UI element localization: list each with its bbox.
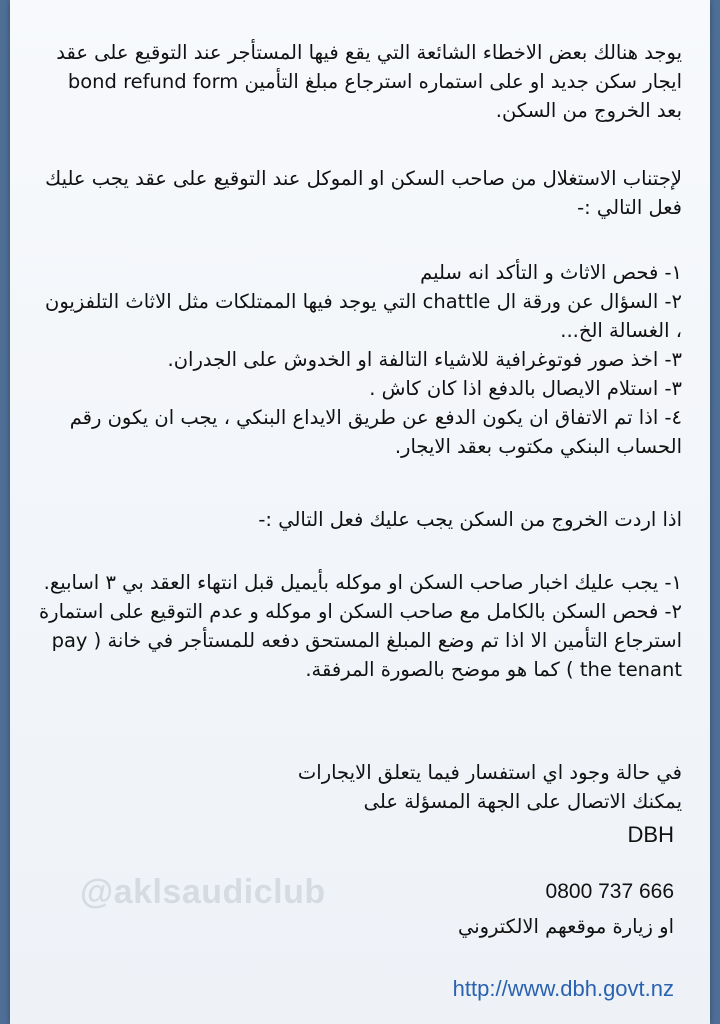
signing-list [38,258,682,461]
list-item: ١- فحص الاثاث و التأكد انه سليم [420,261,682,284]
intro-text: يوجد هنالك بعض الاخطاء الشائعة التي يقع فيها المستأجر عند التوقيع على عقد ايجار سكن جديد او على استماره استرجاع مبلغ التأمين bond refund form بعد الخروج من السكن. [56,41,682,122]
intro-paragraph [38,38,682,125]
contact-line: في حالة وجود اي استفسار فيما يتعلق الايجارات [297,761,682,784]
website-label: او زيارة موقعهم الالكتروني [457,915,674,938]
signing-heading: لإجتناب الاستغلال من صاحب السكن او الموكل عند التوقيع على عقد يجب عليك فعل التالي :- [45,167,682,219]
contact-line: يمكنك الاتصال على الجهة المسؤلة على [363,790,682,813]
phone-number[interactable]: 0800 737 666 [545,880,674,903]
list-item: ١- يجب عليك اخبار صاحب السكن او موكله بأيميل قبل انتهاء العقد بي ٣ اسابيع. [43,571,682,594]
moving-out-list [38,568,682,684]
website-link[interactable]: http://www.dbh.govt.nz [452,976,674,1001]
list-item: ٣- استلام الايصال بالدفع اذا كان كاش . [369,377,682,400]
list-item: ٣- اخذ صور فوتوغرافية للاشياء التالفة او الخدوش على الجدران. [167,348,682,371]
moving-out-section [38,505,682,534]
contact-section [38,758,682,816]
watermark-text: @aklsaudiclub [80,873,326,911]
list-item: ٢- السؤال عن ورقة ال chattle التي يوجد فيها الممتلكات مثل الاثاث التلفزيون ، الغسالة الخ... [45,290,682,342]
list-item: ٢- فحص السكن بالكامل مع صاحب السكن او موكله و عدم التوقيع على استمارة استرجاع التأمين الا اذا تم وضع المبلغ المستحق دفعه للمستأجر في خانة ( pay the tenant ) كما هو موضح بالصورة المرفقة. [38,600,682,681]
document-page [10,0,710,1024]
org-name: DBH [627,822,674,847]
moving-out-heading: اذا اردت الخروج من السكن يجب عليك فعل التالي :- [258,508,682,531]
signing-section [38,164,682,222]
list-item: ٤- اذا تم الاتفاق ان يكون الدفع عن طريق الايداع البنكي ، يجب ان يكون رقم الحساب البنكي مكتوب بعقد الايجار. [69,406,682,458]
